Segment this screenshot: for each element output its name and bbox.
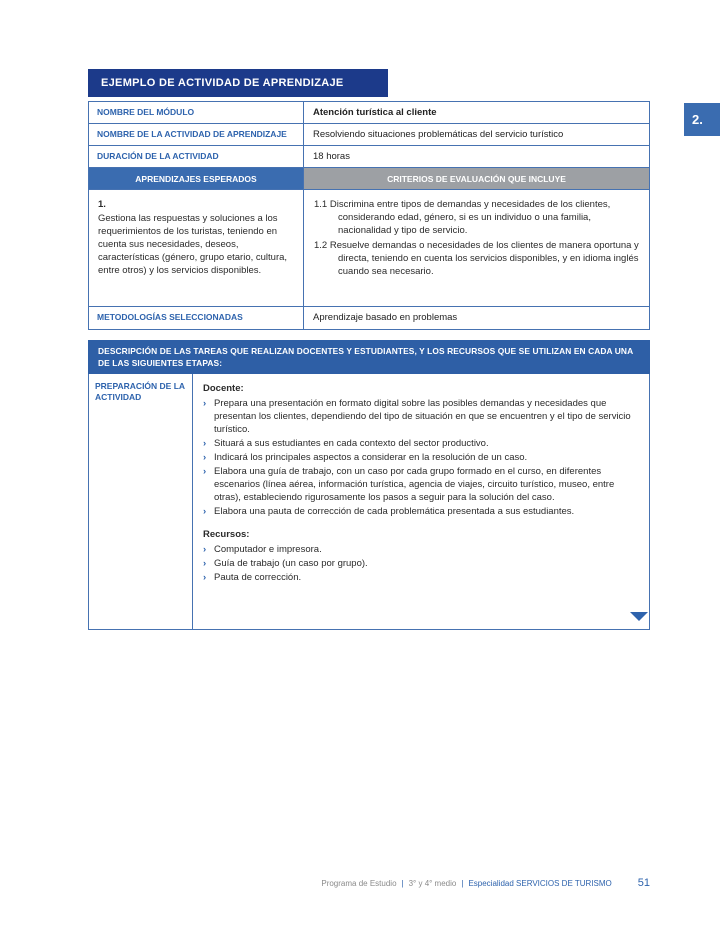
description-banner: DESCRIPCIÓN DE LAS TAREAS QUE REALIZAN DOCENTES Y ESTUDIANTES, Y LOS RECURSOS QUE SE UTILIZAN EN CADA UNA DE LAS SIGUIENTES ETAPAS: (88, 340, 650, 374)
row-value-duration: 18 horas (313, 151, 350, 162)
footer-program: Programa de Estudio (321, 878, 397, 888)
list-item (203, 571, 637, 584)
row-value-module: Atención turística al cliente (313, 107, 437, 118)
list-item (203, 465, 637, 504)
docente-heading: Docente: (203, 383, 244, 394)
chevron-bullet-icon: › (203, 398, 207, 409)
spacer (203, 519, 637, 528)
learning-number: 1. (98, 199, 106, 210)
evaluation-criteria-cell (304, 190, 649, 306)
chevron-bullet-icon: › (203, 544, 207, 555)
col-header-evaluation-criteria: CRITERIOS DE EVALUACIÓN QUE INCLUYE (304, 168, 649, 189)
section-title: EJEMPLO DE ACTIVIDAD DE APRENDIZAJE (88, 69, 388, 97)
footer-separator: | (401, 878, 404, 888)
list-item-text: Indicará los principales aspectos a considerar en la resolución de un caso. (214, 452, 528, 463)
footer-grade: 3° y 4° medio (408, 878, 457, 888)
table-header-row (89, 168, 649, 190)
list-item-text: Elabora una pauta de corrección de cada problemática presentada a sus estudiantes. (214, 506, 575, 517)
table-row-activity-name (89, 124, 649, 146)
chevron-bullet-icon: › (203, 438, 207, 449)
criteria-text: Resuelve demandas o necesidades de los clientes de manera oportuna y directa, teniendo en cuenta los servicios disponibles, y en idioma inglés cuando sea necesario. (329, 240, 639, 277)
footer-specialty: Especialidad SERVICIOS DE TURISMO (468, 878, 612, 888)
list-item-text: Prepara una presentación en formato digital sobre las posibles demandas y necesidades que presentan los clientes, dependiendo del tipo de situación en que se encuentren y el tipo de servicio turístico. (214, 398, 631, 435)
criteria-item (314, 198, 639, 237)
row-label-duration: DURACIÓN DE LA ACTIVIDAD (89, 146, 304, 167)
list-item-text: Pauta de corrección. (214, 572, 302, 583)
list-item (203, 437, 637, 450)
list-item-text: Computador e impresora. (214, 544, 322, 555)
table-row-methodology (89, 307, 649, 329)
table-content-row (89, 190, 649, 307)
row-label-module: NOMBRE DEL MÓDULO (89, 102, 304, 123)
activity-table (88, 101, 650, 330)
recursos-heading: Recursos: (203, 529, 250, 540)
preparation-table (88, 374, 650, 630)
criteria-item (314, 239, 639, 278)
footer (88, 876, 650, 890)
list-item (203, 505, 637, 518)
preparation-content (193, 374, 649, 629)
row-label-activity-name: NOMBRE DE LA ACTIVIDAD DE APRENDIZAJE (89, 124, 304, 145)
list-item-text: Guía de trabajo (un caso por grupo). (214, 558, 368, 569)
expected-learning-cell (89, 190, 304, 306)
chevron-bullet-icon: › (203, 558, 207, 569)
col-header-expected-learning: APRENDIZAJES ESPERADOS (89, 168, 304, 189)
table-row-duration (89, 146, 649, 168)
list-item (203, 397, 637, 436)
continuation-arrow-icon (630, 612, 648, 621)
learning-text: Gestiona las respuestas y soluciones a los requerimientos de los turistas, teniendo en cuenta sus necesidades, deseos, características (género, grupo etario, cultura, entre otros) y los servicios disponibles. (98, 213, 288, 276)
list-item (203, 543, 637, 556)
chevron-bullet-icon: › (203, 572, 207, 583)
docente-list (203, 397, 637, 518)
criteria-number: 1.2 (314, 240, 328, 251)
chevron-bullet-icon: › (203, 466, 207, 477)
page-number: 51 (637, 877, 650, 889)
list-item (203, 451, 637, 464)
list-item-text: Situará a sus estudiantes en cada contexto del sector productivo. (214, 438, 489, 449)
row-label-methodology: METODOLOGÍAS SELECCIONADAS (89, 307, 304, 329)
footer-separator: | (461, 878, 464, 888)
chapter-tab: 2. (684, 103, 720, 136)
criteria-text: Discrimina entre tipos de demandas y necesidades de los clientes, considerando edad, género, si es un individuo o una familia, nacionalidad y tipo de servicio. (329, 199, 611, 236)
list-item (203, 557, 637, 570)
recursos-list (203, 543, 637, 584)
row-value-activity-name: Resolviendo situaciones problemáticas del servicio turístico (313, 129, 564, 140)
table-row-module (89, 102, 649, 124)
preparation-label: PREPARACIÓN DE LA ACTIVIDAD (89, 374, 193, 629)
criteria-number: 1.1 (314, 199, 328, 210)
chevron-bullet-icon: › (203, 506, 207, 517)
row-value-methodology: Aprendizaje basado en problemas (313, 312, 458, 323)
chevron-bullet-icon: › (203, 452, 207, 463)
list-item-text: Elabora una guía de trabajo, con un caso por cada grupo formado en el curso, en diferentes escenarios (línea aérea, información turística, agencia de viajes, circuito turístico, museo, entre otras), estableciendo rigurosamente los pasos a seguir para la solución del caso. (214, 466, 615, 503)
